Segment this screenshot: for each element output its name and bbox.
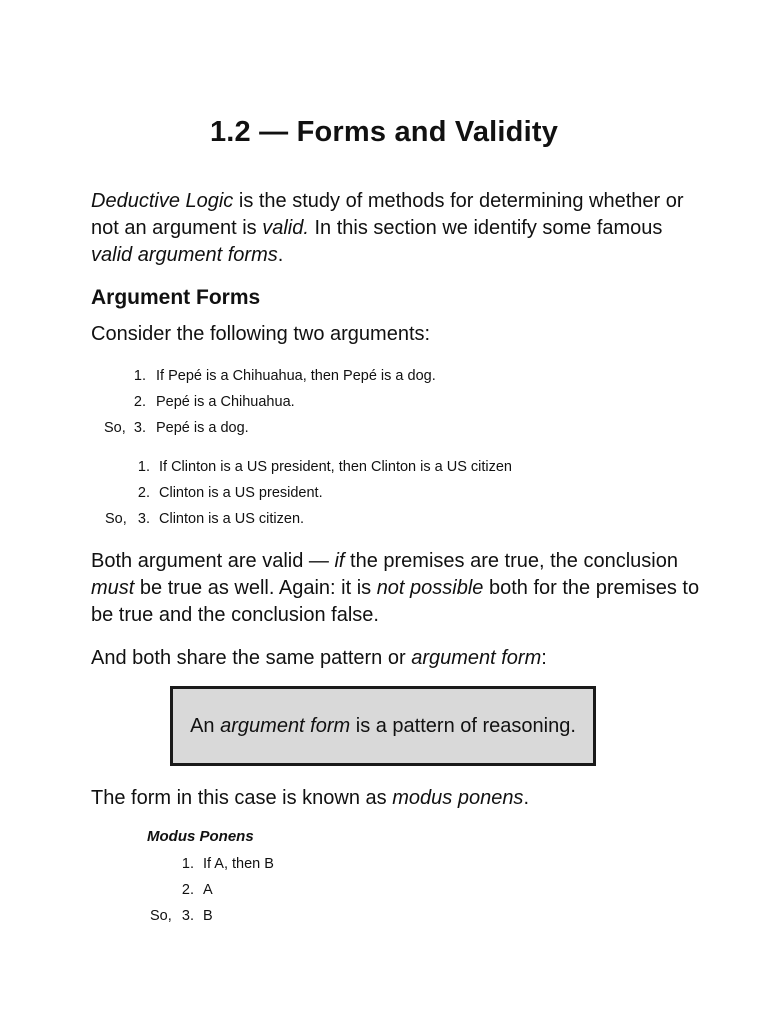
form-case-paragraph [91, 785, 701, 812]
validity-text-2: the premises are true, the conclusion [344, 550, 678, 572]
line-number: 3. [133, 420, 146, 436]
line-text: Clinton is a US citizen. [159, 511, 305, 527]
intro-paragraph [91, 188, 701, 269]
argument-line [150, 903, 350, 929]
form-case-name: modus ponens [392, 787, 524, 809]
line-text: If Clinton is a US president, then Clinton is a US citizen [159, 459, 512, 475]
line-text: If A, then B [203, 856, 274, 872]
argument-line [150, 877, 350, 903]
validity-text-4: both for the premises to be true and the conclusion false. [91, 577, 700, 626]
definition-term: argument form [220, 714, 351, 737]
argument-line [104, 389, 524, 415]
argument-line [104, 363, 524, 389]
argument-line [105, 454, 575, 480]
line-text: Clinton is a US president. [159, 485, 323, 501]
argument-line [105, 506, 575, 532]
intro-text-1: is the study of methods for determining whether or not an argument is [91, 190, 684, 239]
line-number: 1. [137, 459, 150, 475]
argument-line [105, 480, 575, 506]
intro-term: Deductive Logic [91, 190, 234, 212]
validity-paragraph [91, 548, 701, 629]
consider-paragraph: Consider the following two arguments: [91, 323, 431, 345]
argument-line [104, 415, 524, 441]
line-text: B [203, 908, 213, 924]
validity-not-possible: not possible [376, 577, 484, 599]
section-heading: Argument Forms [91, 286, 261, 309]
share-form: argument form [411, 647, 542, 669]
line-number: 2. [181, 882, 194, 898]
line-number: 1. [181, 856, 194, 872]
definition-text-1: An [190, 714, 221, 737]
definition-text-2: is a pattern of reasoning. [350, 714, 576, 737]
line-number: 1. [133, 368, 146, 384]
share-paragraph [91, 645, 701, 672]
argument-1 [104, 363, 524, 441]
validity-if: if [334, 550, 345, 572]
intro-text-2: In this section we identify some famous [308, 217, 663, 239]
definition-box [170, 686, 596, 766]
argument-line [150, 851, 350, 877]
definition-text [190, 715, 576, 738]
line-text: A [203, 882, 213, 898]
validity-text-3: be true as well. Again: it is [134, 577, 377, 599]
line-number: 2. [133, 394, 146, 410]
line-text: If Pepé is a Chihuahua, then Pepé is a dog. [156, 368, 436, 384]
page-title: 1.2 — Forms and Validity [209, 116, 559, 148]
line-text: Pepé is a Chihuahua. [156, 394, 295, 410]
intro-valid: valid. [262, 217, 309, 239]
share-text-1: And both share the same pattern or [91, 647, 412, 669]
share-text-2: : [541, 647, 547, 669]
line-number: 2. [137, 485, 150, 501]
line-number: 3. [137, 511, 150, 527]
validity-text-1: Both argument are valid — [91, 550, 335, 572]
modus-ponens-form [150, 851, 350, 929]
so-marker: So, [150, 908, 172, 924]
line-number: 3. [181, 908, 194, 924]
modus-ponens-title: Modus Ponens [147, 828, 254, 845]
intro-forms: valid argument forms [91, 244, 278, 266]
argument-2 [105, 454, 575, 532]
form-case-text-2: . [523, 787, 529, 809]
line-text: Pepé is a dog. [156, 420, 249, 436]
intro-text-3: . [277, 244, 284, 266]
so-marker: So, [105, 511, 127, 527]
so-marker: So, [104, 420, 126, 436]
validity-must: must [91, 577, 135, 599]
form-case-text-1: The form in this case is known as [91, 787, 393, 809]
